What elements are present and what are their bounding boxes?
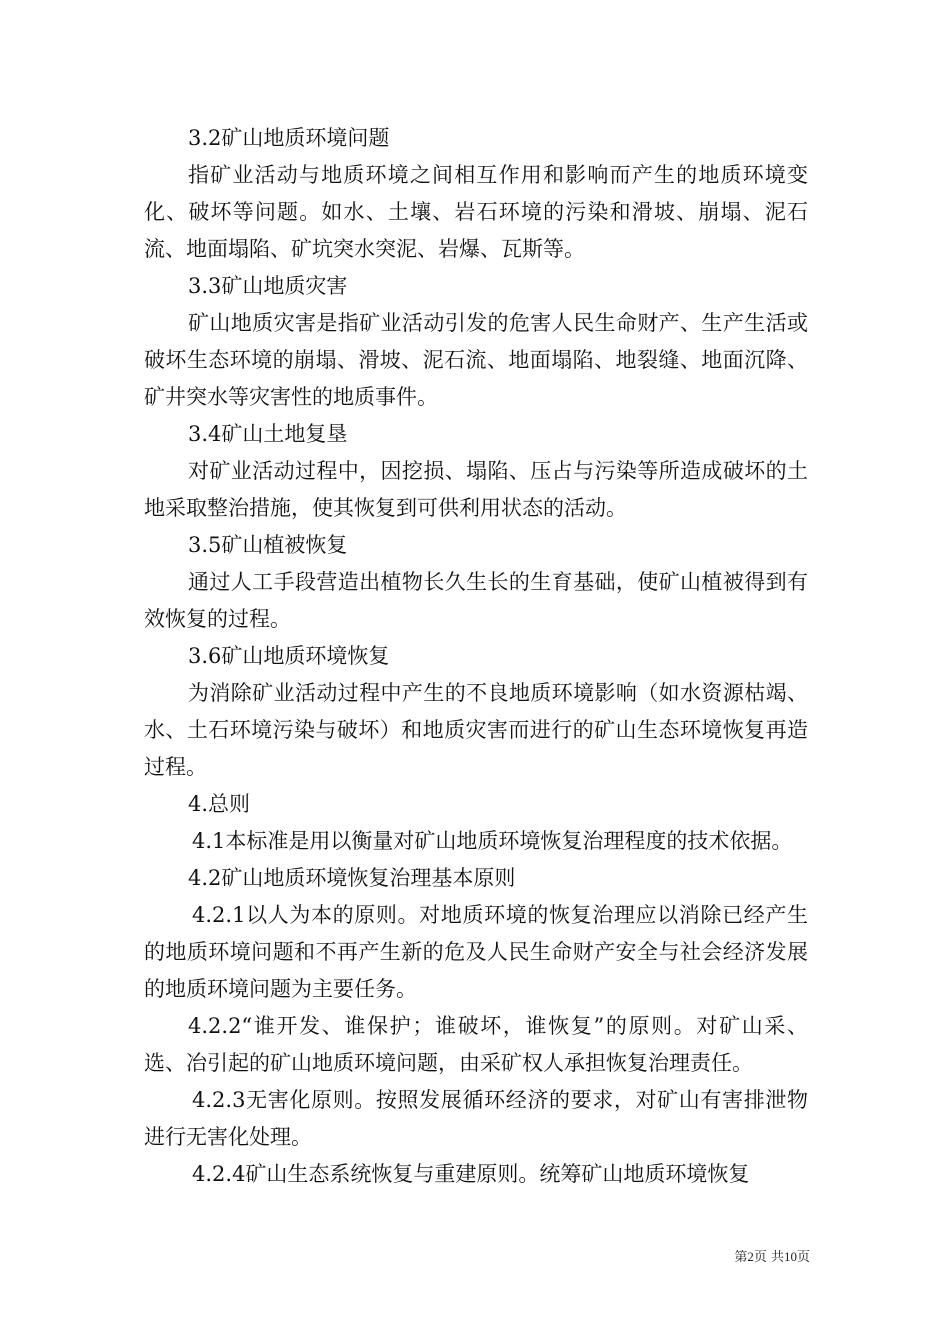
clause-4-2-2: 4.2.2“谁开发、谁保护；谁破坏，谁恢复”的原则。对矿山采、选、冶引起的矿山地质环境问题，由采矿权人承担恢复治理责任。 [144,1014,808,1075]
current-page-number: 2 [747,1249,754,1264]
page-footer [700,1246,810,1265]
paragraph-3-4-definition: 对矿业活动过程中，因挖损、塌陷、压占与污染等所造成破坏的土地采取整治措施，使其恢复到可供利用状态的活动。 [144,459,808,520]
clause-4-2-1: 4.2.1以人为本的原则。对地质环境的恢复治理应以消除已经产生的地质环境问题和不再产生新的危及人民生命财产安全与社会经济发展的地质环境问题为主要任务。 [144,903,808,1001]
clause-4-2-3: 4.2.3无害化原则。按照发展循环经济的要求，对矿山有害排泄物进行无害化处理。 [144,1088,808,1149]
section-heading-3-4: 3.4矿山土地复垦 [188,422,348,446]
section-heading-3-3: 3.3矿山地质灾害 [188,274,348,298]
paragraph-3-2-definition: 指矿业活动与地质环境之间相互作用和影响而产生的地质环境变化、破坏等问题。如水、土壤、岩石环境的污染和滑坡、崩塌、泥石流、地面塌陷、矿坑突水突泥、岩爆、瓦斯等。 [144,163,808,261]
paragraph-3-3-definition: 矿山地质灾害是指矿业活动引发的危害人民生命财产、生产生活或破坏生态环境的崩塌、滑坡、泥石流、地面塌陷、地裂缝、地面沉降、矿井突水等灾害性的地质事件。 [144,311,808,409]
total-pages-number: 10 [783,1249,797,1264]
paragraph-3-6-definition: 为消除矿业活动过程中产生的不良地质环境影响（如水资源枯竭、水、土石环境污染与破坏）和地质灾害而进行的矿山生态环境恢复再造过程。 [144,681,808,779]
section-heading-4: 4.总则 [188,792,251,816]
section-heading-3-2: 3.2矿山地质环境问题 [188,126,390,150]
page-label-middle: 页 共 [753,1250,784,1265]
document-body [144,120,808,1193]
clause-4-2-4: 4.2.4矿山生态系统恢复与重建原则。统筹矿山地质环境恢复 [192,1162,750,1186]
section-heading-3-5: 3.5矿山植被恢复 [188,533,348,557]
section-heading-3-6: 3.6矿山地质环境恢复 [188,644,390,668]
page-label-suffix: 页 [796,1250,810,1265]
page-label-prefix: 第 [734,1250,748,1265]
section-heading-4-2: 4.2矿山地质环境恢复治理基本原则 [188,866,516,890]
clause-4-1: 4.1本标准是用以衡量对矿山地质环境恢复治理程度的技术依据。 [192,829,793,853]
paragraph-3-5-definition: 通过人工手段营造出植物长久生长的生育基础，使矿山植被得到有效恢复的过程。 [144,570,808,631]
